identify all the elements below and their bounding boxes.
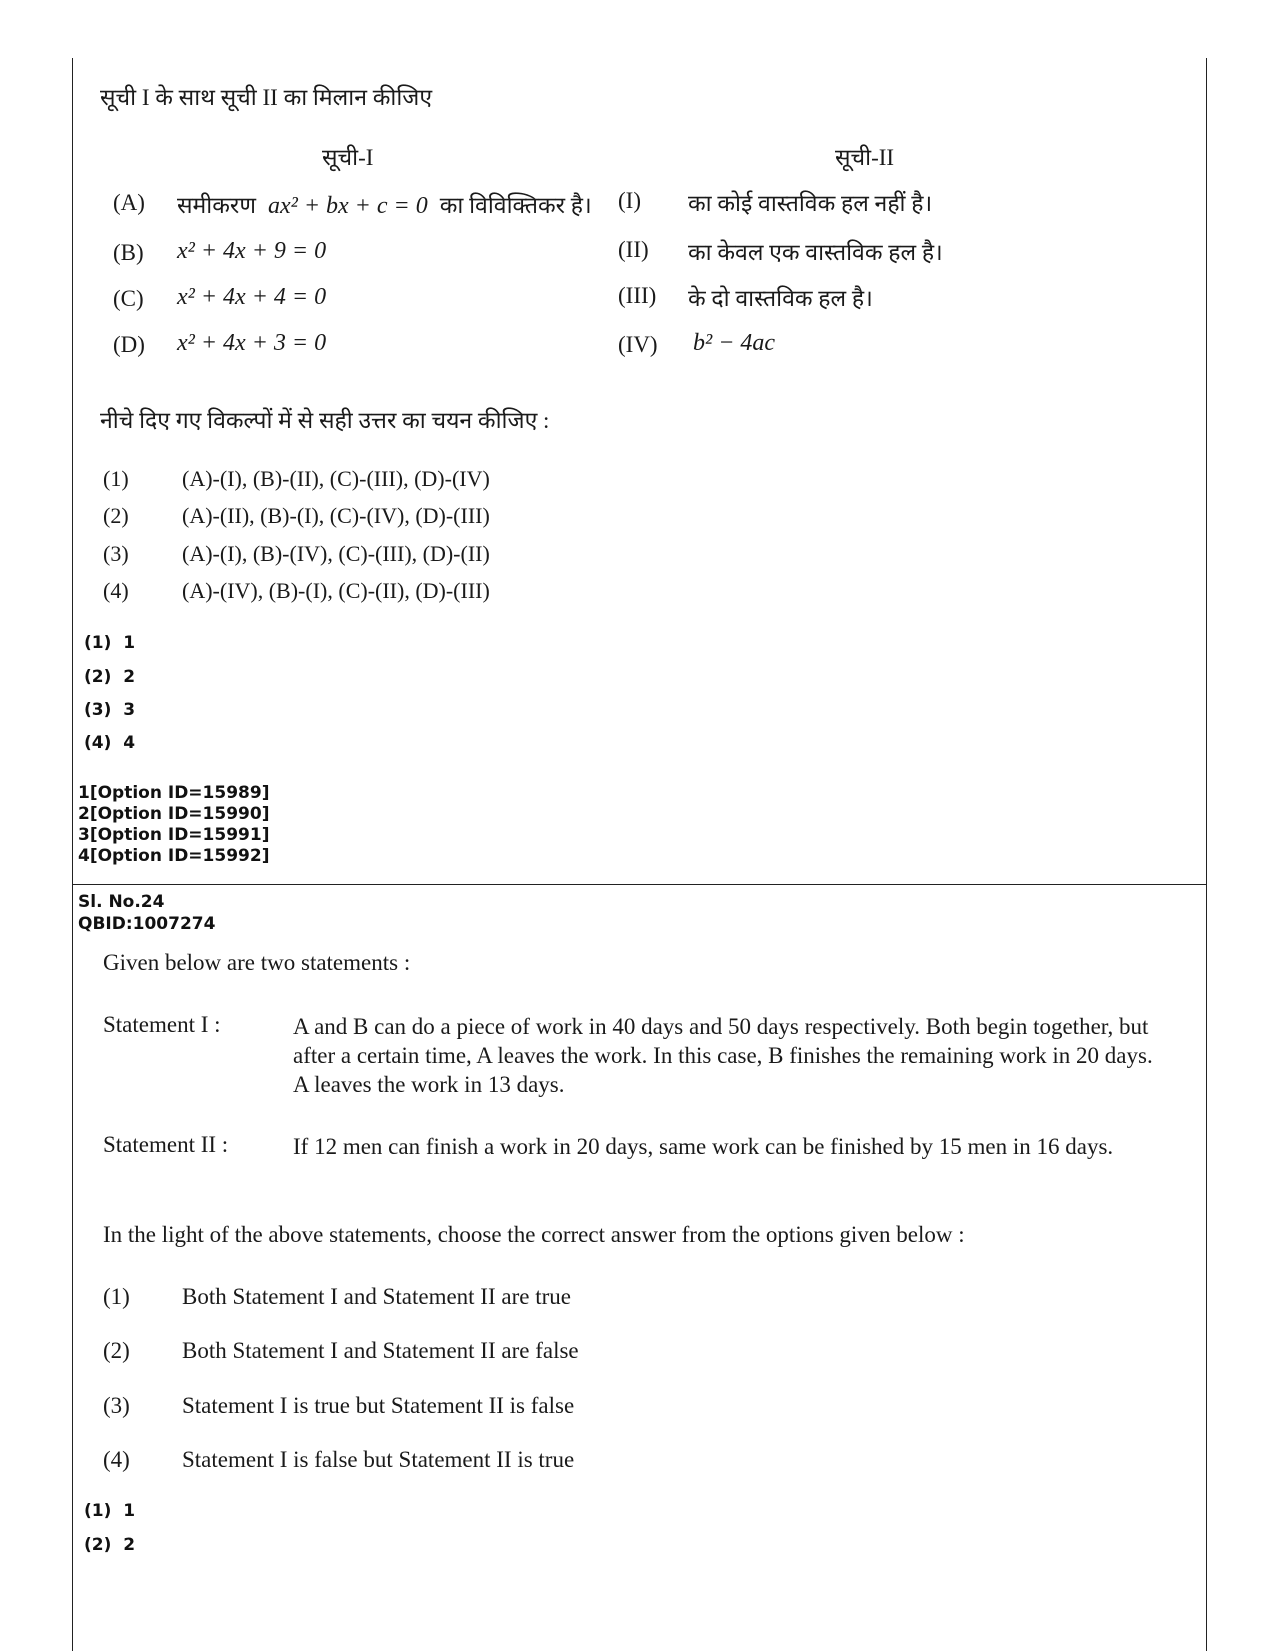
- list1-label-b: (B): [113, 240, 144, 265]
- list2-item-i: का कोई वास्तविक हल नहीं है।: [688, 191, 933, 216]
- list1-item-a-prefix: समीकरण: [177, 193, 256, 218]
- statement2-label: Statement II :: [103, 1132, 229, 1157]
- q23-answer-option[interactable]: (4) 4: [84, 733, 136, 753]
- option-id-list: [78, 783, 269, 867]
- list1-item-a-math: ax² + bx + c = 0: [267, 193, 428, 219]
- q23-choice-num: (3): [103, 541, 129, 566]
- statement1-text: A and B can do a piece of work in 40 days and 50 days respectively. Both begin together, but after a certain time, A leaves the work. In this case, B finishes the remaining work in 20 days. A leaves the work in 13 days.: [293, 1014, 1153, 1097]
- option-id: 3[Option ID=15991]: [78, 825, 270, 845]
- question-header: [78, 891, 215, 935]
- statement1-label: Statement I :: [103, 1012, 221, 1037]
- list2-item-iii: के दो वास्तविक हल है।: [688, 286, 873, 311]
- q24-choice-num: (3): [103, 1393, 130, 1418]
- list1-heading: सूची-I: [322, 145, 374, 170]
- q23-answer-option[interactable]: (3) 3: [84, 700, 136, 720]
- statements-intro: Given below are two statements :: [103, 950, 411, 975]
- choose-prompt: नीचे दिए गए विकल्पों में से सही उत्तर का चयन कीजिए :: [100, 408, 550, 433]
- list2-heading: सूची-II: [835, 145, 895, 170]
- q23-choice-text: (A)-(IV), (B)-(I), (C)-(II), (D)-(III): [182, 578, 490, 603]
- list1-item-c-math: x² + 4x + 4 = 0: [177, 284, 327, 310]
- q24-choice-text: Both Statement I and Statement II are false: [182, 1338, 579, 1363]
- list2-item-ii: का केवल एक वास्तविक हल है।: [688, 240, 943, 265]
- list2-label-ii: (II): [618, 237, 649, 262]
- q24-choice-text: Statement I is false but Statement II is true: [182, 1447, 575, 1472]
- list2-label-i: (I): [618, 188, 641, 213]
- statements-prompt: In the light of the above statements, choose the correct answer from the options given below :: [103, 1222, 965, 1247]
- match-instruction: सूची I के साथ सूची II का मिलान कीजिए: [100, 85, 433, 110]
- option-id: 4[Option ID=15992]: [78, 846, 270, 866]
- option-id: 1[Option ID=15989]: [78, 783, 270, 803]
- q24-answer-option[interactable]: (2) 2: [84, 1535, 136, 1555]
- list1-label-a: (A): [113, 190, 145, 215]
- q24-choice-text: Statement I is true but Statement II is false: [182, 1393, 575, 1418]
- list2-label-iii: (III): [618, 283, 657, 308]
- list1-item-a-suffix: का विविक्तिकर है।: [439, 193, 592, 218]
- q23-choice-num: (2): [103, 503, 129, 528]
- q24-choice-num: (2): [103, 1338, 130, 1363]
- list2-label-iv: (IV): [618, 332, 658, 357]
- q23-choice-num: (4): [103, 578, 129, 603]
- list1-label-c: (C): [113, 286, 144, 311]
- q23-choice-text: (A)-(I), (B)-(IV), (C)-(III), (D)-(II): [182, 541, 490, 566]
- list1-item-a: [177, 188, 592, 220]
- q23-choice-text: (A)-(II), (B)-(I), (C)-(IV), (D)-(III): [182, 503, 490, 528]
- list1-item-b-math: x² + 4x + 9 = 0: [177, 238, 327, 264]
- list2-item-iv-math: b² − 4ac: [693, 330, 776, 356]
- serial-number: Sl. No.24: [78, 892, 165, 912]
- q23-choice-num: (1): [103, 466, 129, 491]
- statement2-text: If 12 men can finish a work in 20 days, same work can be finished by 15 men in 16 days.: [293, 1134, 1114, 1159]
- q24-choice-num: (1): [103, 1284, 130, 1309]
- list1-label-d: (D): [113, 332, 145, 357]
- qbid: QBID:1007274: [78, 914, 216, 934]
- q23-answer-option[interactable]: (1) 1: [84, 633, 136, 653]
- q23-answer-option[interactable]: (2) 2: [84, 667, 136, 687]
- question-divider: [72, 884, 1206, 885]
- q23-choice-text: (A)-(I), (B)-(II), (C)-(III), (D)-(IV): [182, 466, 490, 491]
- q24-answer-option[interactable]: (1) 1: [84, 1501, 136, 1521]
- q24-choice-num: (4): [103, 1447, 130, 1472]
- option-id: 2[Option ID=15990]: [78, 804, 270, 824]
- list1-item-d-math: x² + 4x + 3 = 0: [177, 330, 327, 356]
- q24-choice-text: Both Statement I and Statement II are true: [182, 1284, 571, 1309]
